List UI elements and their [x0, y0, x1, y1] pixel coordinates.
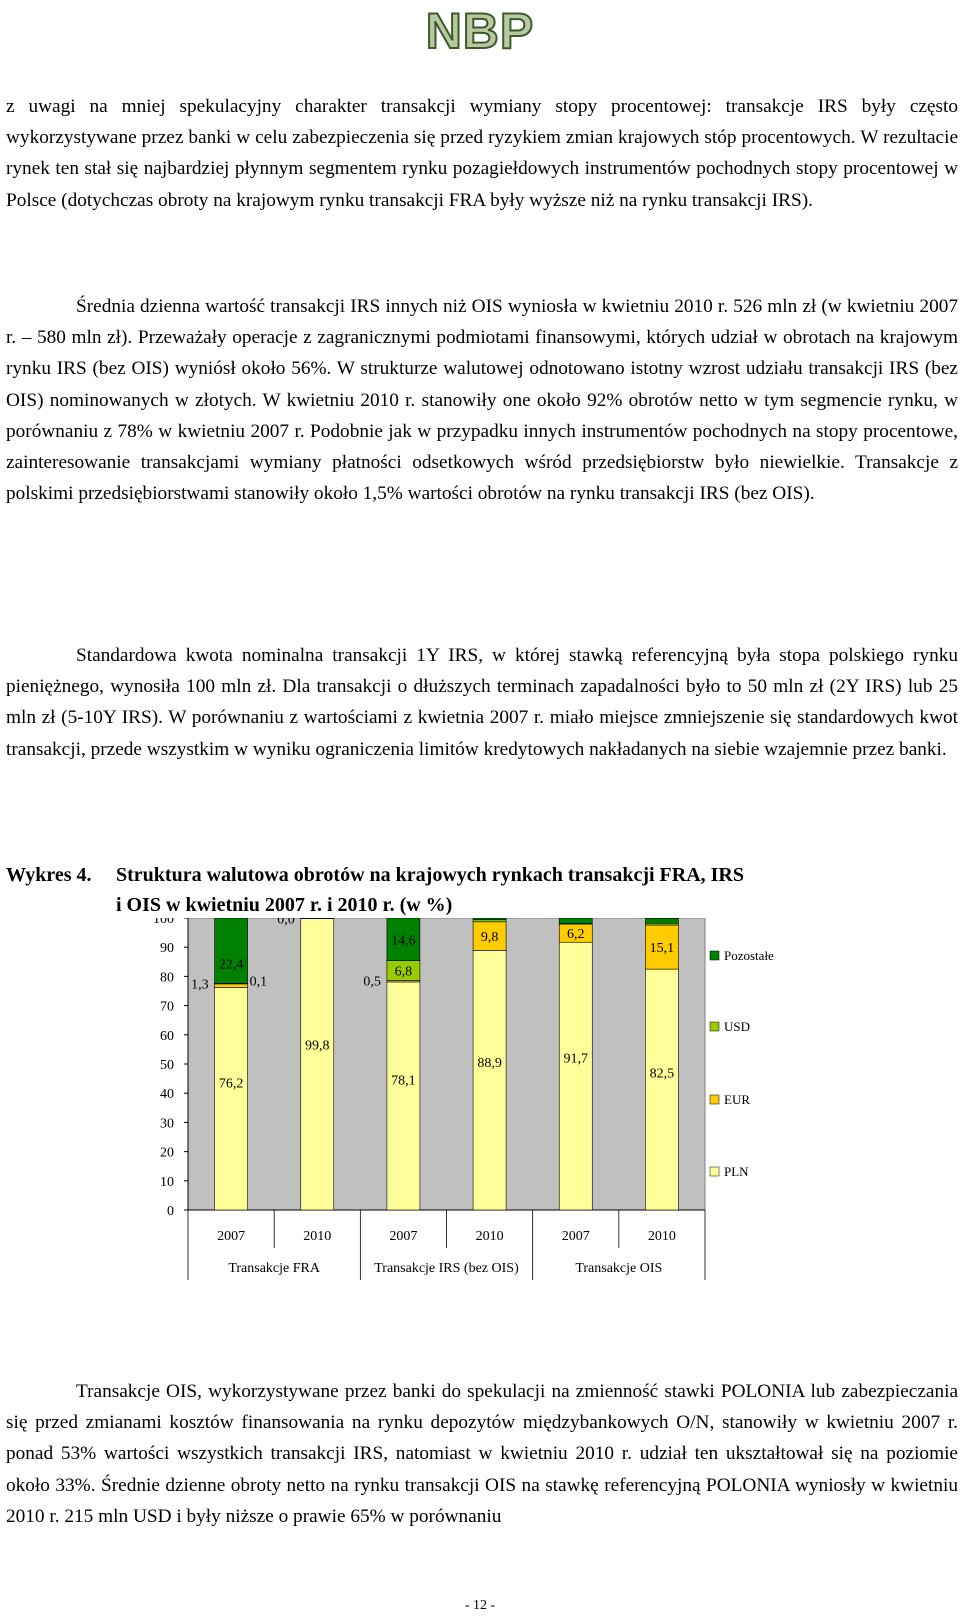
- bar-segment-pozostałe: [559, 918, 592, 924]
- legend-label: Pozostałe: [724, 948, 774, 963]
- data-label-eur: 1,3: [191, 977, 209, 993]
- x-tick-label: 2007: [217, 1229, 246, 1244]
- y-tick-label: 90: [160, 941, 174, 957]
- legend-label: EUR: [724, 1092, 750, 1107]
- y-tick-label: 50: [160, 1058, 174, 1073]
- y-tick-label: 0: [167, 1204, 174, 1219]
- legend-swatch: [710, 1095, 719, 1104]
- data-label-eur: 6,2: [567, 927, 585, 943]
- figure-title-line-1: Struktura walutowa obrotów na krajowych rynkach transakcji FRA, IRS: [116, 864, 744, 886]
- bar-segment-pln: [559, 942, 592, 1210]
- plot-area: [188, 918, 705, 1210]
- y-tick-label: 100: [153, 918, 174, 927]
- paragraph-4-text: Transakcje OIS, wykorzystywane przez banki do spekulacji na zmienność stawki POLONIA lub zabezpieczania się przed zmianami kosztów finansowania na rynku depozytów międzybankowych O/N, stanowiły w kwietniu 2007 r. ponad 53% wartości wszystkich transakcji IRS, natomiast w kwietniu 2010 r. udział ten ukształtował się na poziomie około 33%. Średnie dzienne obroty netto na rynku transakcji OIS na stawkę referencyjną POLONIA wyniosły w kwietniu 2010 r. 215 mln USD i były niższe o prawie 65% w porównaniu: [6, 1381, 958, 1527]
- paragraph-3: [6, 640, 958, 765]
- data-label-usd: 0,1: [249, 974, 268, 990]
- group-label: Transakcje IRS (bez OIS): [374, 1261, 519, 1276]
- bar-segment-pln: [645, 969, 678, 1210]
- stacked-bar-chart: [130, 918, 830, 1318]
- logo-text: NBP: [425, 3, 535, 59]
- paragraph-2-text: Średnia dzienna wartość transakcji IRS innych niż OIS wyniosła w kwietniu 2010 r. 526 mln zł (w kwietniu 2007 r. – 580 mln zł). Przeważały operacje z zagranicznymi podmiotami finansowymi, których udział w obrotach na krajowym rynku IRS (bez OIS) wyniósł około 56%. W strukturze walutowej odnotowano istotny wzrost udziału transakcji IRS (bez OIS) nominowanych w złotych. W kwietniu 2010 r. stanowiły one około 92% obrotów netto w tym segmencie rynku, w porównaniu z 78% w kwietniu 2007 r. Podobnie jak w przypadku innych instrumentów pochodnych na stopy procentowe, zainteresowanie transakcjami wymiany płatności odsetkowych wśród przedsiębiorstw było niewielkie. Transakcje z polskimi przedsiębiorstwami stanowiły około 1,5% wartości obrotów na rynku transakcji IRS (bez OIS).: [6, 296, 958, 505]
- bar-segment-pln: [301, 919, 334, 1210]
- bar-segment-pozostałe: [215, 918, 248, 983]
- group-label: Transakcje OIS: [575, 1261, 663, 1276]
- bar-segment-pozostałe: [645, 918, 678, 923]
- paragraph-1: z uwagi na mniej spekulacyjny charakter transakcji wymiany stopy procentowej: transakcje IRS były często wykorzystywane przez banki w celu zabezpieczenia się przed ryzykiem zmian krajowych stóp procentowych. W rezultacie rynek ten stał się najbardziej płynnym segmentem rynku pozagiełdowych instrumentów pochodnych stopy procentowej w Polsce (dotychczas obroty na krajowym rynku transakcji FRA były wyższe niż na rynku transakcji IRS).: [6, 96, 958, 211]
- x-tick-label: 2010: [303, 1229, 332, 1244]
- bar-segment-pozostałe: [473, 918, 506, 920]
- data-label-eur: 15,1: [649, 941, 675, 957]
- y-tick-label: 40: [160, 1087, 174, 1103]
- data-label-pozostale: 14,6: [391, 933, 416, 949]
- figure-title-line-2: i OIS w kwietniu 2007 r. i 2010 r. (w %): [116, 894, 453, 916]
- data-label-eur: 0,0: [277, 918, 295, 928]
- data-label-eur: 9,8: [480, 930, 499, 946]
- x-tick-label: 2007: [561, 1229, 590, 1244]
- bar-segment-pln: [473, 950, 506, 1210]
- legend-label: PLN: [724, 1164, 749, 1179]
- figure-title: [6, 860, 958, 920]
- paragraph-2: [6, 291, 958, 509]
- paragraph-4: [6, 1376, 958, 1532]
- data-label-pozostale: 22,4: [218, 957, 244, 973]
- y-tick-label: 20: [160, 1145, 174, 1161]
- figure-label: Wykres 4.: [6, 864, 92, 886]
- nbp-logo: [0, 0, 960, 70]
- y-tick-label: 70: [160, 999, 174, 1015]
- legend-swatch: [710, 951, 719, 960]
- paragraph-3-text: Standardowa kwota nominalna transakcji 1Y IRS, w której stawką referencyjną była stopa polskiego rynku pieniężnego, wynosiła 100 mln zł. Dla transakcji o dłuższych terminach zapadalności było to 50 mln zł (2Y IRS) lub 25 mln zł (5-10Y IRS). W porównaniu z wartościami z kwietnia 2007 r. miało miejsce zmniejszenie się standardowych kwot transakcji, przede wszystkim w wyniku ograniczenia limitów kredytowych nakładanych na siebie wzajemnie przez banki.: [6, 645, 958, 760]
- chart-container: [130, 918, 830, 1318]
- legend-label: USD: [724, 1019, 751, 1034]
- data-label-pln: 76,2: [218, 1076, 244, 1092]
- y-tick-label: 80: [160, 970, 174, 986]
- data-label-pln: 91,7: [563, 1051, 588, 1067]
- legend-swatch: [710, 1167, 719, 1176]
- y-tick-label: 30: [160, 1116, 174, 1132]
- data-label-usd: [680, 918, 698, 919]
- x-tick-label: 2010: [647, 1229, 676, 1244]
- bar-segment-pln: [387, 982, 420, 1210]
- data-label-pln: 88,9: [477, 1056, 502, 1072]
- data-label-eur: 0,5: [363, 974, 381, 990]
- data-label-pln: 99,8: [305, 1038, 330, 1054]
- data-label-usd: 6,8: [394, 964, 413, 980]
- data-label-usd: [594, 918, 612, 920]
- x-tick-label: 2010: [475, 1229, 504, 1244]
- page-number: - 12 -: [464, 1598, 496, 1613]
- legend-swatch: [710, 1022, 719, 1031]
- x-tick-label: 2007: [389, 1229, 418, 1244]
- bar-segment-usd: [473, 920, 506, 922]
- bar-segment-pln: [215, 987, 248, 1210]
- y-tick-label: 60: [160, 1028, 174, 1044]
- y-tick-label: 10: [160, 1174, 174, 1190]
- data-label-pln: 78,1: [391, 1073, 416, 1089]
- group-label: Transakcje FRA: [228, 1261, 320, 1276]
- data-label-pln: 82,5: [649, 1066, 675, 1082]
- bar-segment-pozostałe: [301, 918, 334, 919]
